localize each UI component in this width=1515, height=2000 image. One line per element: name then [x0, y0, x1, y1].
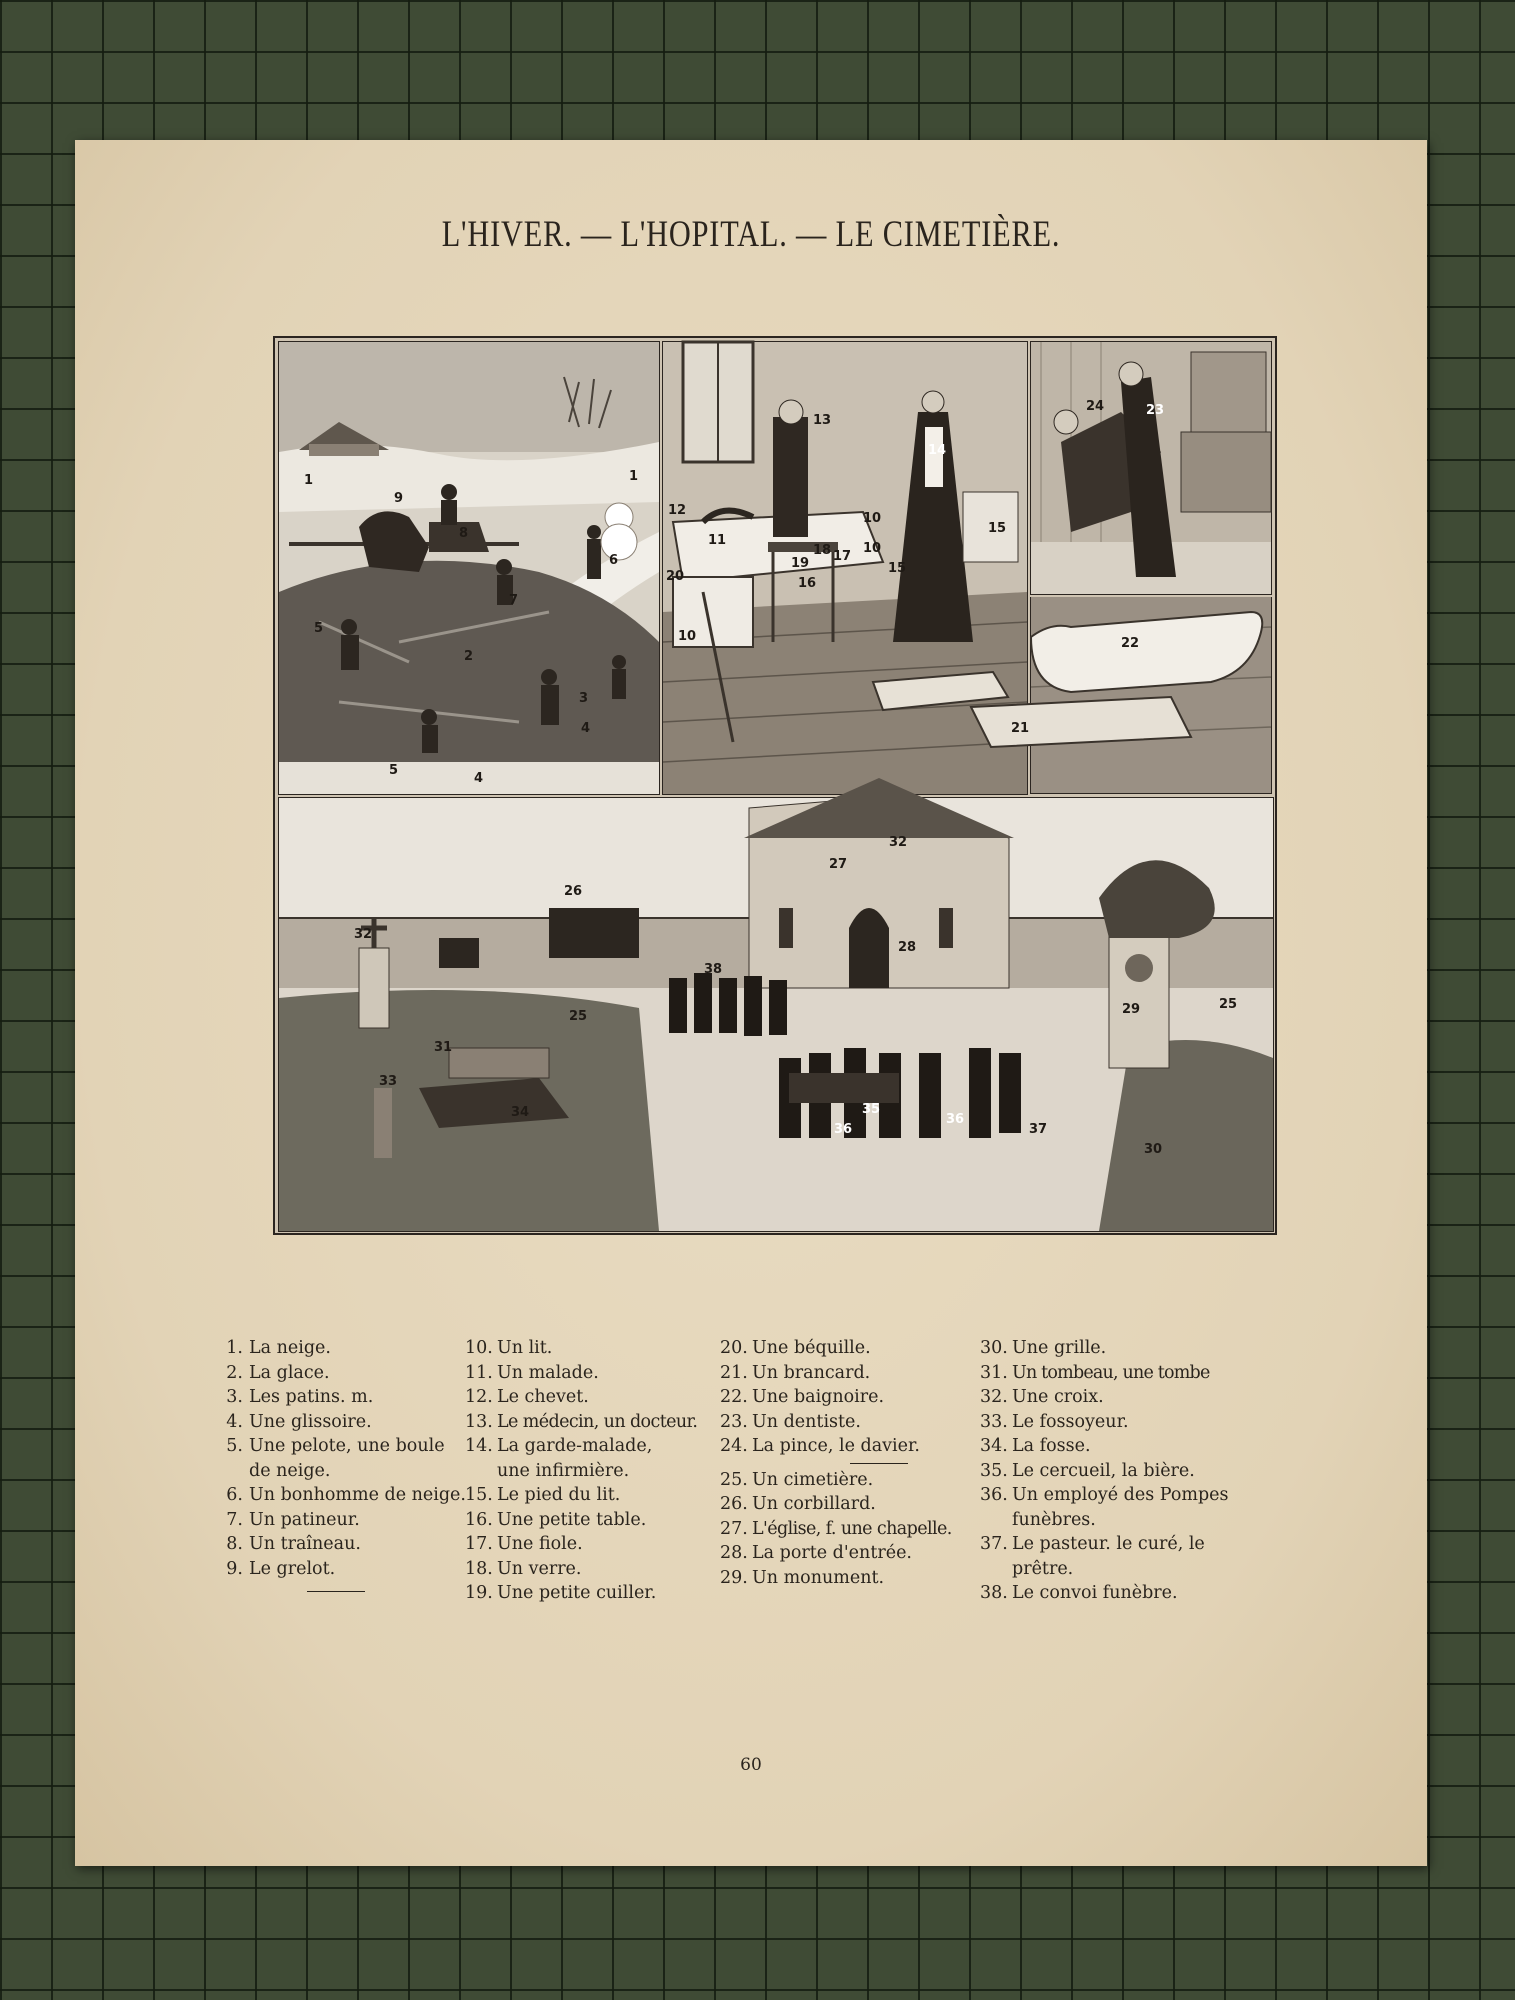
plate-label: 24: [1086, 399, 1105, 414]
plate-label: 20: [666, 569, 685, 584]
plate-label: 10: [863, 511, 882, 526]
divider-rule: [307, 1591, 365, 1592]
legend-item: 28. La porte d'entrée.: [720, 1543, 912, 1563]
plate-label: 5: [389, 763, 399, 778]
plate-label: 16: [798, 576, 817, 591]
plate-label: 3: [579, 691, 589, 706]
plate-label: 25: [569, 1009, 588, 1024]
legend-item: 15. Le pied du lit.: [465, 1485, 621, 1505]
plate-label: 30: [1144, 1142, 1163, 1157]
legend-item: 23. Un dentiste.: [720, 1411, 861, 1432]
hospital-scene: [662, 341, 1028, 795]
legend-item: 33. Le fossoyeur.: [980, 1411, 1129, 1432]
legend-item: 35. Le cercueil, la bière.: [980, 1460, 1195, 1481]
plate-label: 34: [511, 1105, 530, 1120]
legend-item: 16. Une petite table.: [465, 1509, 647, 1530]
legend-item: 22. Une baignoire.: [720, 1387, 885, 1407]
book-page: [75, 140, 1427, 1866]
winter-scene: [278, 341, 660, 795]
legend-item: 37. Le pasteur. le curé, le prêtre.: [980, 1534, 1205, 1579]
plate-label: 7: [509, 593, 519, 608]
legend-item: 3. Les patins. m.: [226, 1387, 374, 1407]
plate-label: 8: [459, 526, 469, 541]
legend-item: 24. La pince, le davier.: [720, 1436, 920, 1456]
plate-label: 17: [833, 549, 852, 564]
dentist-scene: [1030, 341, 1272, 595]
plate-label: 15: [988, 521, 1007, 536]
plate-label: 14: [928, 443, 947, 458]
plate-label: 4: [474, 771, 484, 786]
plate-label: 4: [581, 721, 591, 736]
plate-label: 9: [394, 491, 404, 506]
legend-item: 18. Un verre.: [465, 1558, 582, 1579]
legend-item: 6. Un bonhomme de neige.: [226, 1485, 466, 1505]
plate-label: 35: [862, 1102, 881, 1117]
plate-label: 31: [434, 1040, 453, 1055]
legend-item: 26. Un corbillard.: [720, 1494, 876, 1514]
plate-label: 37: [1029, 1122, 1048, 1137]
legend-item: 27. L'église, f. une chapelle.: [720, 1518, 952, 1539]
plate-label: 32: [354, 927, 373, 942]
plate-label: 10: [678, 629, 697, 644]
legend-item: 36. Un employé des Pompes funèbres.: [980, 1485, 1229, 1530]
legend-item: 7. Un patineur.: [226, 1509, 360, 1530]
plate-label: 26: [564, 884, 583, 899]
page-title: L'HIVER. — L'HOPITAL. — LE CIMETIÈRE.: [441, 214, 1061, 255]
plate-label: 36: [946, 1112, 965, 1127]
legend-item: 2. La glace.: [226, 1362, 330, 1383]
plate-label: 28: [898, 940, 917, 955]
cemetery-scene: [278, 797, 1274, 1232]
legend-item: 11. Un malade.: [465, 1362, 599, 1383]
legend-column-2: [465, 1336, 717, 1606]
plate-label: 10: [863, 541, 882, 556]
legend-item: 29. Un monument.: [720, 1567, 885, 1588]
plate-label: 38: [704, 962, 723, 977]
plate-label: 29: [1122, 1002, 1141, 1017]
legend-item: 1. La neige.: [226, 1338, 331, 1358]
plate-label: 23: [1146, 403, 1165, 418]
plate-label: 18: [813, 543, 832, 558]
legend-item: 17. Une fiole.: [465, 1534, 583, 1554]
legend-item: 25. Un cimetière.: [720, 1469, 874, 1490]
legend-item: 32. Une croix.: [980, 1387, 1104, 1407]
plate-label: 6: [609, 553, 619, 568]
plate-label: 13: [813, 413, 832, 428]
legend-item: 4. Une glissoire.: [226, 1411, 372, 1432]
plate-label: 12: [668, 503, 687, 518]
plate-label: 5: [314, 621, 324, 636]
illustration-plate: [273, 336, 1277, 1235]
legend-item: 38. Le convoi funèbre.: [980, 1583, 1178, 1603]
page-number: 60: [740, 1755, 762, 1775]
legend-item: 31. Un tombeau, une tombe: [980, 1362, 1210, 1383]
divider-rule: [850, 1463, 908, 1464]
legend-item: 10. Un lit.: [465, 1338, 553, 1358]
legend-item: 20. Une béquille.: [720, 1338, 871, 1358]
legend-item: 12. Le chevet.: [465, 1387, 589, 1407]
plate-label: 25: [1219, 997, 1238, 1012]
plate-label: 2: [464, 649, 474, 664]
legend-column-1: [217, 1336, 469, 1592]
plate-label: 36: [834, 1122, 853, 1137]
plate-label: 11: [708, 533, 727, 548]
plate-label: 27: [829, 857, 848, 872]
plate-label: 1: [629, 469, 639, 484]
legend-item: 14. La garde-malade, une infirmière.: [465, 1436, 653, 1481]
bathtub-scene: [1011, 597, 1272, 794]
plate-label: 1: [304, 473, 314, 488]
legend-column-3: [720, 1336, 972, 1590]
plate-label: 15: [888, 561, 907, 576]
legend-item: 19. Une petite cuiller.: [465, 1583, 657, 1603]
legend-item: 30. Une grille.: [980, 1338, 1107, 1358]
legend-item: 5. Une pelote, une boule de neige.: [226, 1436, 445, 1481]
legend-item: 21. Un brancard.: [720, 1362, 871, 1383]
plate-label: 22: [1121, 636, 1140, 651]
plate-label: 19: [791, 556, 810, 571]
legend-item: 9. Le grelot.: [226, 1558, 336, 1579]
legend-column-4: [980, 1336, 1232, 1606]
plate-label: 21: [1011, 721, 1030, 736]
legend-item: 13. Le médecin, un docteur.: [465, 1411, 698, 1432]
plate-label: 32: [889, 835, 908, 850]
plate-label: 33: [379, 1074, 398, 1089]
legend-item: 8. Un traîneau.: [226, 1534, 361, 1554]
legend-item: 34. La fosse.: [980, 1436, 1091, 1456]
